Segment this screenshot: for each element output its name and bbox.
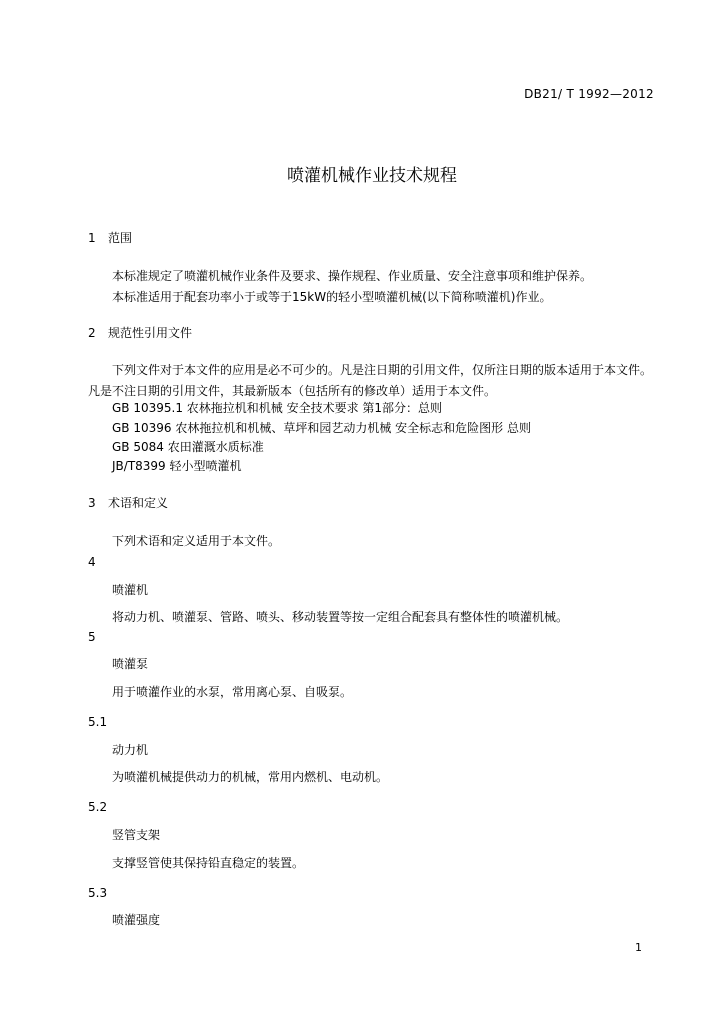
term-name: 喷灌泵	[112, 657, 149, 671]
term-number: 4	[88, 555, 96, 569]
section-3-intro: 下列术语和定义适用于本文件。	[112, 534, 281, 548]
section-2-intro: 下列文件对于本文件的应用是必不可少的。凡是注日期的引用文件，仅所注日期的版本适用于本文件。凡是不注日期的引用文件，其最新版本（包括所有的修改单）适用于本文件。	[88, 363, 653, 398]
section-2-heading	[88, 325, 192, 341]
document-code: DB21/ T 1992—2012	[524, 87, 654, 101]
reference-item: JB/T8399 轻小型喷灌机	[112, 459, 242, 473]
term-number: 5	[88, 630, 96, 644]
reference-item: GB 5084 农田灌溉水质标准	[112, 440, 264, 454]
term-name: 喷灌机	[112, 583, 149, 597]
term-number: 5.2	[88, 800, 108, 814]
term-definition: 用于喷灌作业的水泵，常用离心泵、自吸泵。	[112, 685, 353, 699]
section-title: 规范性引用文件	[108, 326, 193, 340]
term-number: 5.3	[88, 886, 108, 900]
section-title: 范围	[108, 231, 133, 245]
section-number: 1	[88, 231, 96, 245]
term-definition: 将动力机、喷灌泵、管路、喷头、移动装置等按一定组合配套具有整体性的喷灌机械。	[112, 610, 569, 624]
section-number: 2	[88, 326, 96, 340]
term-name: 竖管支架	[112, 828, 161, 842]
section-3-heading	[88, 495, 168, 511]
reference-item: GB 10396 农林拖拉机和机械、草坪和园艺动力机械 安全标志和危险图形 总则	[112, 421, 531, 435]
term-definition: 支撑竖管使其保持铅直稳定的装置。	[112, 856, 305, 870]
page-number: 1	[635, 941, 642, 954]
section-1-paragraph-1: 本标准规定了喷灌机械作业条件及要求、操作规程、作业质量、安全注意事项和维护保养。	[112, 269, 593, 283]
document-title: 喷灌机械作业技术规程	[287, 166, 457, 186]
term-name: 动力机	[112, 743, 149, 757]
reference-item: GB 10395.1 农林拖拉机和机械 安全技术要求 第1部分：总则	[112, 401, 443, 415]
term-name: 喷灌强度	[112, 913, 161, 927]
section-1-heading	[88, 230, 132, 246]
section-1-paragraph-2: 本标准适用于配套功率小于或等于15kW的轻小型喷灌机械(以下简称喷灌机)作业。	[112, 290, 552, 304]
term-number: 5.1	[88, 715, 108, 729]
section-title: 术语和定义	[108, 496, 169, 510]
section-number: 3	[88, 496, 96, 510]
term-definition: 为喷灌机械提供动力的机械，常用内燃机、电动机。	[112, 770, 389, 784]
